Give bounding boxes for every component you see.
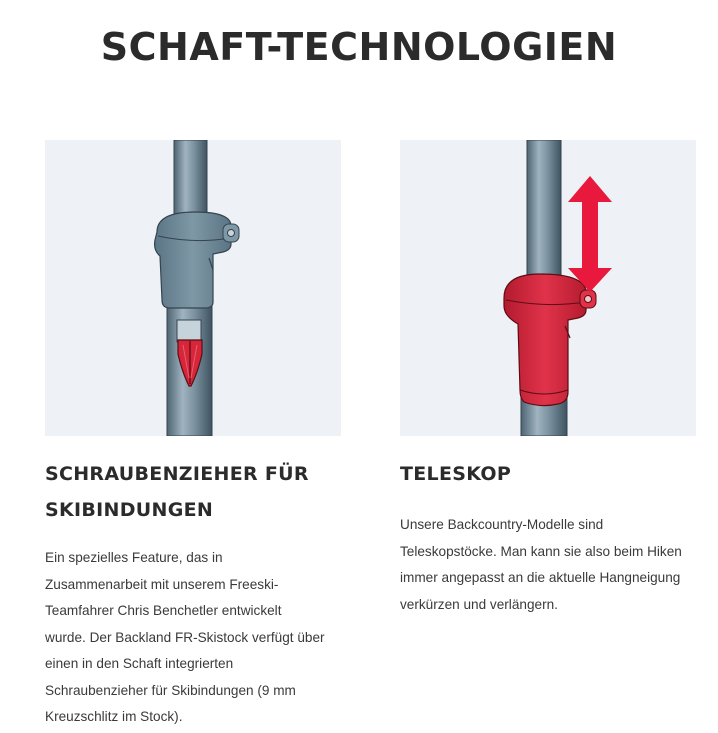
feature-heading: SCHRAUBENZIEHER FÜR SKIBINDUNGEN: [45, 463, 309, 521]
feature-heading: TELESKOP: [400, 463, 512, 485]
telescopic-pole-icon: [400, 140, 696, 436]
feature-screwdriver: [45, 140, 341, 724]
feature-telescope: [400, 140, 696, 612]
feature-description: Unsere Backcountry-Modelle sind Teleskopstöcke. Man kann sie also beim Hiken immer angepasst an die aktuelle Hangneigung verkürzen und verlängern.: [400, 517, 682, 612]
page-title: SCHAFT-TECHNOLOGIEN: [100, 25, 618, 70]
screwdriver-pole-icon: [45, 140, 341, 436]
feature-description: Ein spezielles Feature, das in Zusammenarbeit mit unserem Freeski-Teamfahrer Chris Benchetler entwickelt wurde. Der Backland FR-Skistock verfügt über einen in den Schaft integrierten Schraubenzieher für Skibindungen (9 mm Kreuzschlitz im Stock).: [45, 550, 325, 724]
